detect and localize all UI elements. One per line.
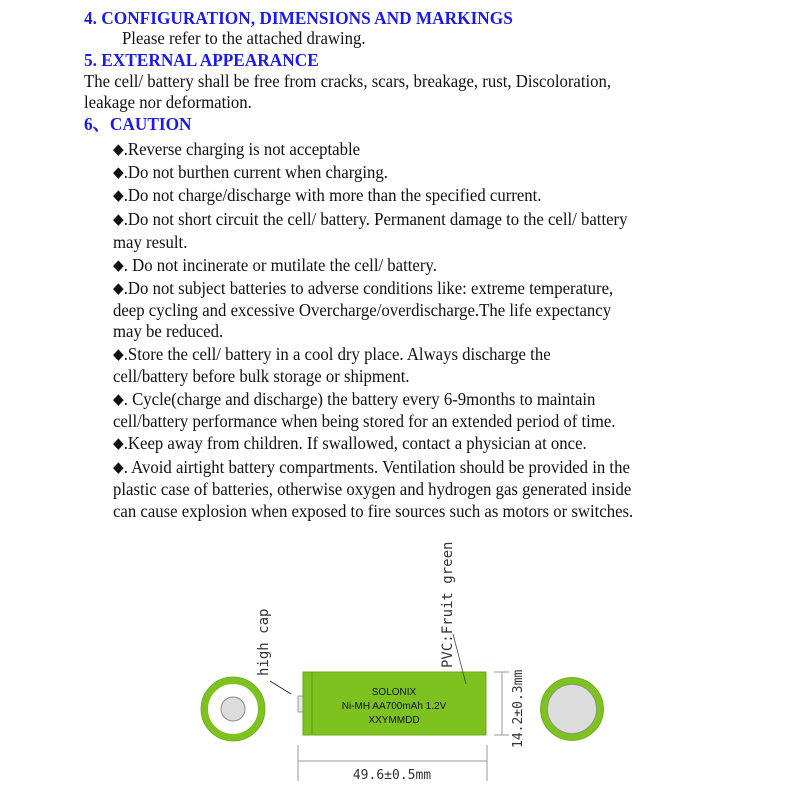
caution-item-continuation: cell/battery before bulk storage or shipment. — [113, 366, 410, 386]
length-label: 49.6±0.5mm — [352, 768, 432, 783]
caution-item: ◆.Do not short circuit the cell/ battery. Permanent damage to the cell/ battery — [113, 209, 628, 229]
diamond-bullet-icon: ◆ — [113, 460, 124, 476]
caution-item-continuation: can cause explosion when exposed to fire sources such as motors or switches. — [113, 501, 634, 521]
caution-item: ◆.Do not subject batteries to adverse conditions like: extreme temperature, — [113, 278, 614, 298]
end-view-positive — [201, 677, 265, 741]
diamond-bullet-icon: ◆ — [113, 165, 124, 181]
diamond-bullet-icon: ◆ — [113, 258, 124, 274]
caution-item-continuation: cell/battery performance when being stored for an extended period of time. — [113, 411, 616, 431]
caution-item: ◆. Cycle(charge and discharge) the battery every 6-9months to maintain — [113, 389, 596, 409]
section-5-text-line: The cell/ battery shall be free from cracks, scars, breakage, rust, Discoloration, — [84, 71, 612, 91]
battery-date-code: XXYMMDD — [368, 715, 420, 726]
caution-item: ◆. Avoid airtight battery compartments. Ventilation should be provided in the — [113, 457, 630, 477]
end-view-negative — [541, 678, 604, 741]
diameter-dimension — [494, 672, 509, 735]
section-4-heading: 4. CONFIGURATION, DIMENSIONS AND MARKINGS — [84, 8, 513, 28]
caution-item: ◆.Do not burthen current when charging. — [113, 162, 388, 182]
battery-spec: Ni-MH AA700mAh 1.2V — [341, 701, 447, 712]
cap-terminal — [298, 696, 303, 712]
diamond-bullet-icon: ◆ — [113, 347, 124, 363]
section-4-text: Please refer to the attached drawing. — [122, 28, 366, 48]
caution-item: ◆.Reverse charging is not acceptable — [113, 139, 361, 159]
caution-item: ◆.Store the cell/ battery in a cool dry place. Always discharge the — [113, 344, 551, 364]
diamond-bullet-icon: ◆ — [113, 392, 124, 408]
caution-item: ◆. Do not incinerate or mutilate the cell/ battery. — [113, 255, 437, 275]
caution-item-continuation: may result. — [113, 232, 188, 252]
battery-side-view — [298, 672, 486, 735]
cap-label: high cap — [256, 608, 272, 676]
diamond-bullet-icon: ◆ — [113, 188, 124, 204]
diamond-bullet-icon: ◆ — [113, 436, 124, 452]
diamond-bullet-icon: ◆ — [113, 281, 124, 297]
section-6-heading: 6、CAUTION — [84, 114, 192, 134]
caution-item-continuation: deep cycling and excessive Overcharge/overdischarge.The life expectancy — [113, 300, 612, 320]
caution-item: ◆.Keep away from children. If swallowed, contact a physician at once. — [113, 433, 587, 453]
diamond-bullet-icon: ◆ — [113, 142, 124, 158]
section-5-text-line: leakage nor deformation. — [84, 92, 252, 112]
caution-item-continuation: plastic case of batteries, otherwise oxygen and hydrogen gas generated inside — [113, 479, 632, 499]
battery-brand: SOLONIX — [371, 687, 417, 698]
cap-leader-line — [270, 681, 291, 694]
section-5-heading: 5. EXTERNAL APPEARANCE — [84, 50, 319, 70]
diameter-label: 14.2±0.3mm — [511, 669, 526, 748]
diamond-bullet-icon: ◆ — [113, 212, 124, 228]
caution-item-continuation: may be reduced. — [113, 321, 224, 341]
pvc-label: PVC:Fruit green — [440, 541, 456, 668]
caution-item: ◆.Do not charge/discharge with more than the specified current. — [113, 185, 542, 205]
